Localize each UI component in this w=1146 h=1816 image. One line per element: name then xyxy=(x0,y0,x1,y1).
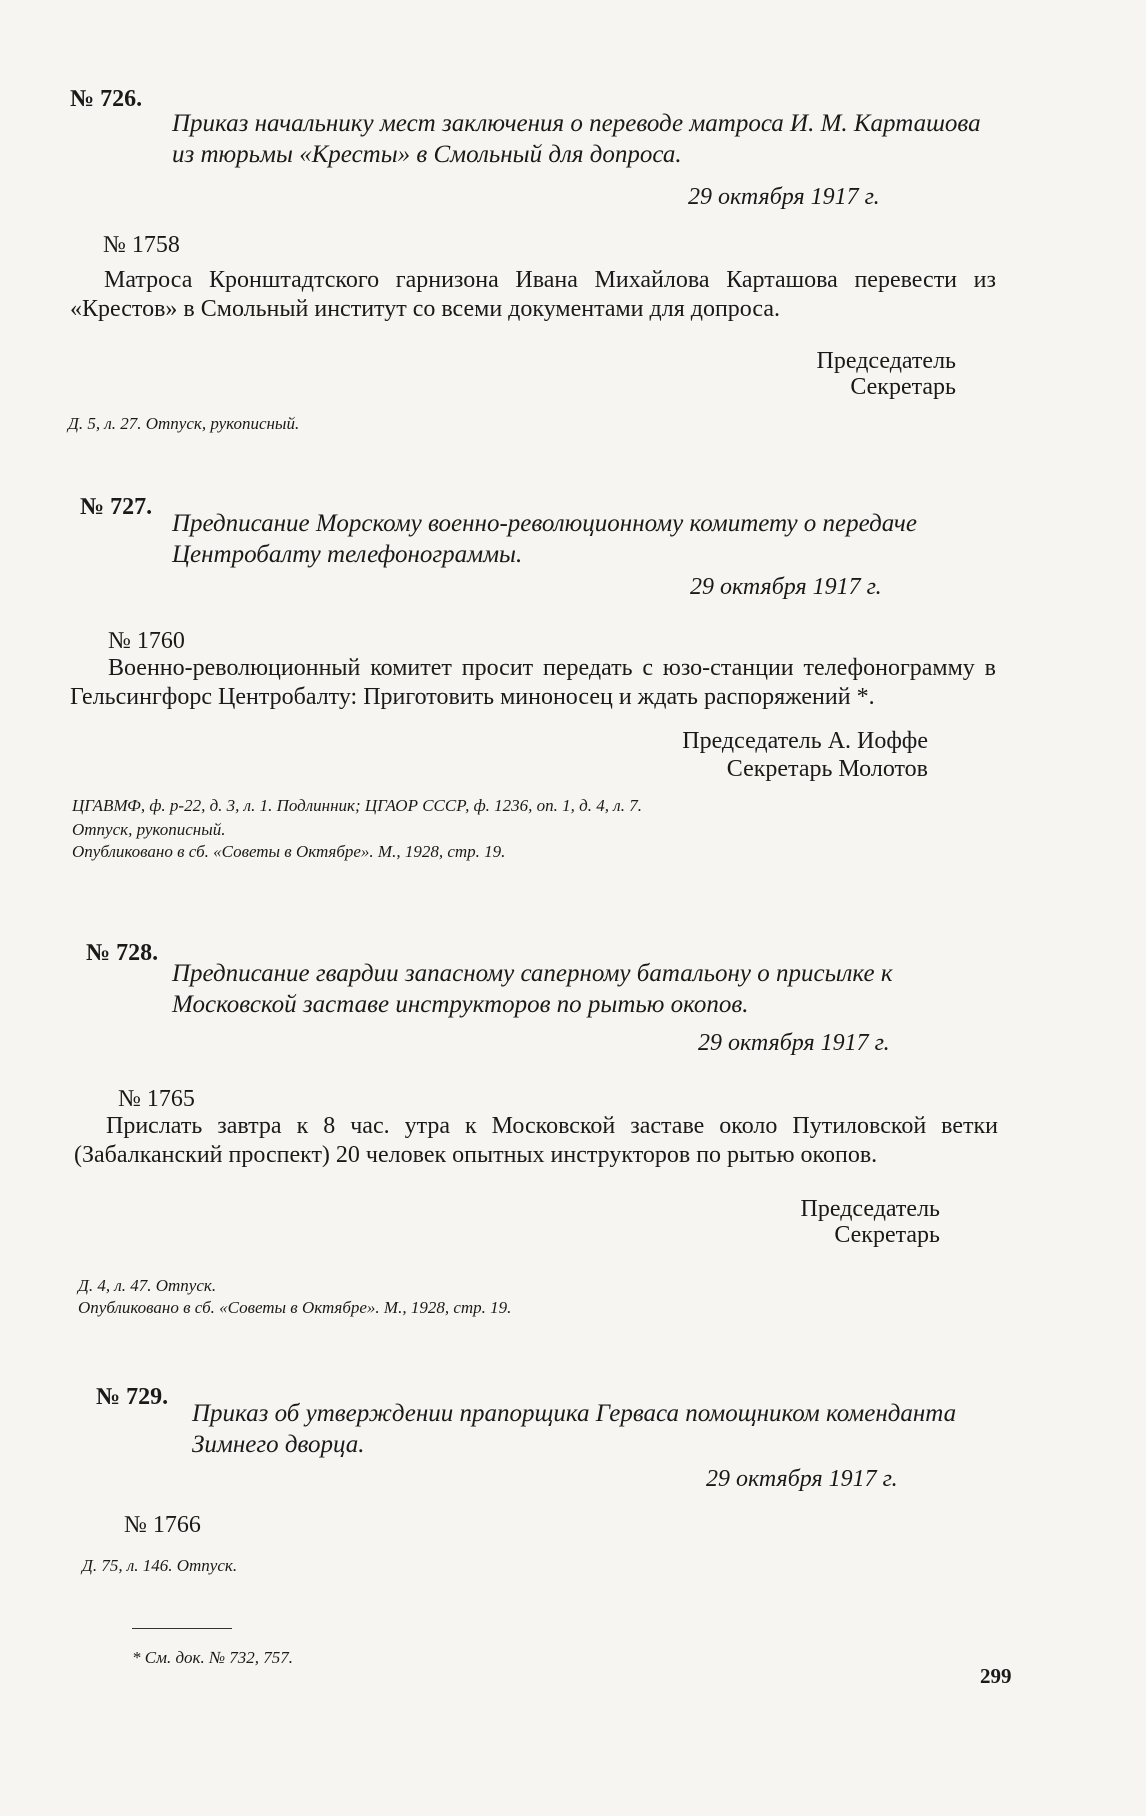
doc-727-body: Военно-революционный комитет просит передать с юзо-станции телефонограмму в Гельсингфорс Центробалту: Приготовить миноносец и ждать распоряжений *. xyxy=(70,655,996,710)
doc-726-date: 29 октября 1917 г. xyxy=(688,184,880,210)
doc-727-heading: Предписание Морскому военно-революционному комитету о передаче Центробалту телефонограммы. xyxy=(172,510,917,568)
doc-728-number: № 728. xyxy=(86,940,159,966)
doc-726-reg-number: № 1758 xyxy=(103,232,180,258)
doc-726-signature-chair: Председатель xyxy=(816,348,956,374)
page-number: 299 xyxy=(980,1664,1012,1688)
doc-726-source: Д. 5, л. 27. Отпуск, рукописный. xyxy=(68,414,300,433)
doc-727-date: 29 октября 1917 г. xyxy=(690,574,882,600)
doc-728-signature-secretary: Секретарь xyxy=(834,1222,940,1248)
doc-726-heading: Приказ начальнику мест заключения о переводе матроса И. М. Карташова из тюрьмы «Кресты» в Смольный для допроса. xyxy=(172,110,981,168)
doc-728-body: Прислать завтра к 8 час. утра к Московской заставе около Путиловской ветки (Забалканский проспект) 20 человек опытных инструкторов по рытью окопов. xyxy=(74,1113,998,1168)
doc-729-reg-number: № 1766 xyxy=(124,1512,201,1538)
doc-728-heading: Предписание гвардии запасному саперному батальону о присылке к Московской заставе инструкторов по рытью окопов. xyxy=(172,960,893,1018)
doc-729-source: Д. 75, л. 146. Отпуск. xyxy=(82,1556,238,1575)
doc-728-reg-number: № 1765 xyxy=(118,1086,195,1112)
doc-727-source-line-2: Отпуск, рукописный. xyxy=(72,820,226,839)
doc-726-body: Матроса Кронштадтского гарнизона Ивана Михайлова Карташова перевести из «Крестов» в Смольный институт со всеми документами для допроса. xyxy=(70,267,996,322)
doc-729-heading: Приказ об утверждении прапорщика Герваса помощником коменданта Зимнего дворца. xyxy=(192,1400,957,1458)
doc-729-date: 29 октября 1917 г. xyxy=(706,1466,898,1492)
doc-727-signature-chair: Председатель А. Иоффе xyxy=(682,728,928,754)
doc-726-number: № 726. xyxy=(70,86,143,112)
doc-728-signature-chair: Председатель xyxy=(800,1196,940,1222)
footnote: * См. док. № 732, 757. xyxy=(132,1648,294,1667)
footnote-rule xyxy=(132,1628,232,1629)
doc-727-number: № 727. xyxy=(80,494,153,520)
doc-727-source-line-1: ЦГАВМФ, ф. р-22, д. 3, л. 1. Подлинник; ЦГАОР СССР, ф. 1236, оп. 1, д. 4, л. 7. xyxy=(72,796,642,815)
doc-727-reg-number: № 1760 xyxy=(108,628,185,654)
doc-726-signature-secretary: Секретарь xyxy=(850,374,956,400)
doc-728-source-line-1: Д. 4, л. 47. Отпуск. xyxy=(78,1276,217,1295)
doc-729-number: № 729. xyxy=(96,1384,169,1410)
doc-728-source-line-2: Опубликовано в сб. «Советы в Октябре». М., 1928, стр. 19. xyxy=(78,1298,512,1317)
doc-727-signature-secretary: Секретарь Молотов xyxy=(726,756,928,782)
doc-727-source-line-3: Опубликовано в сб. «Советы в Октябре». М., 1928, стр. 19. xyxy=(72,842,506,861)
doc-728-date: 29 октября 1917 г. xyxy=(698,1030,890,1056)
